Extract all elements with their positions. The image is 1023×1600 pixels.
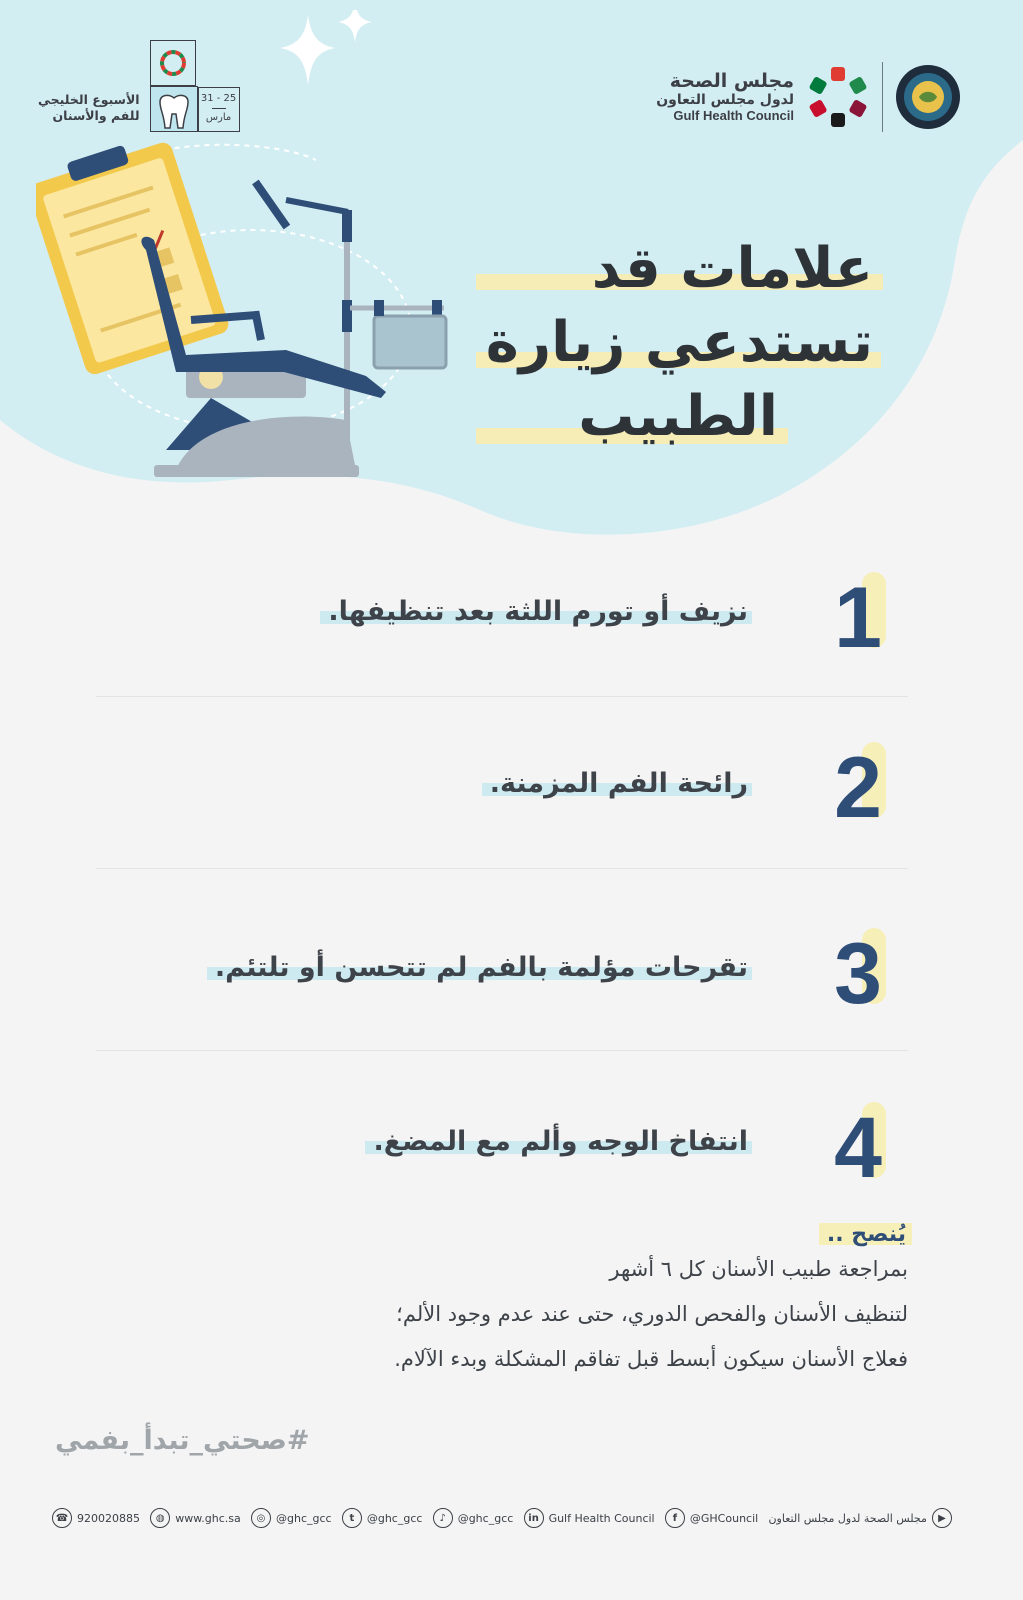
footer-website[interactable]: ◍ www.ghc.sa <box>150 1508 240 1528</box>
twitter-icon: t <box>342 1508 362 1528</box>
week-title: الأسبوع الخليجي للفم والأسنان <box>38 92 140 124</box>
footer-facebook[interactable]: f @GHCouncil <box>665 1508 758 1528</box>
brand-separator <box>882 62 883 132</box>
title-line-1: علامات قد <box>486 232 873 306</box>
sign-number: 3 <box>834 926 882 1022</box>
council-brand <box>656 62 961 132</box>
council-name: مجلس الصحة لدول مجلس التعاون Gulf Health Council <box>656 69 794 123</box>
sign-text: انتفاخ الوجه وألم مع المضغ. <box>373 1126 748 1157</box>
facebook-icon: f <box>665 1508 685 1528</box>
sparkle-icon <box>280 10 390 90</box>
sign-item-3 <box>96 924 908 1064</box>
footer-linkedin[interactable]: in Gulf Health Council <box>524 1508 655 1528</box>
tiktok-icon: ♪ <box>433 1508 453 1528</box>
linkedin-icon: in <box>524 1508 544 1528</box>
sign-item-1 <box>96 568 908 708</box>
advice-heading: يُنصح .. <box>825 1222 908 1247</box>
instagram-icon: ◎ <box>251 1508 271 1528</box>
footer-contacts <box>52 1508 952 1528</box>
divider <box>96 696 908 697</box>
footer-tiktok[interactable]: ♪ @ghc_gcc <box>433 1508 514 1528</box>
advice-section <box>394 1222 908 1382</box>
advice-line-2: لتنظيف الأسنان والفحص الدوري، حتى عند عدم وجود الألم؛ <box>396 1302 908 1326</box>
sign-text: رائحة الفم المزمنة. <box>490 768 748 799</box>
youtube-icon: ▶ <box>932 1508 952 1528</box>
dental-chair-illustration <box>36 140 466 490</box>
title-line-3: الطبيب <box>486 380 873 454</box>
footer-instagram[interactable]: ◎ @ghc_gcc <box>251 1508 332 1528</box>
title-line-2: تستدعي زيارة <box>486 306 873 380</box>
sign-text: نزيف أو تورم اللثة بعد تنظيفها. <box>328 596 748 627</box>
footer-twitter[interactable]: t @ghc_gcc <box>342 1508 423 1528</box>
advice-line-3: فعلاج الأسنان سيكون أبسط قبل تفاقم المشكلة وبدء الآلام. <box>394 1347 908 1371</box>
tooth-icon <box>154 92 194 130</box>
gcc-ring-icon <box>156 46 190 80</box>
sign-number: 2 <box>834 740 882 836</box>
oral-health-week-badge <box>38 40 240 132</box>
sign-text: تقرحات مؤلمة بالفم لم تتحسن أو تلتئم. <box>215 952 748 983</box>
sign-item-4 <box>96 1098 908 1238</box>
footer-phone[interactable]: ☎ 920020885 <box>52 1508 140 1528</box>
gcc-flags-ring-logo <box>806 65 870 129</box>
sign-item-2 <box>96 738 908 878</box>
globe-icon: ◍ <box>150 1508 170 1528</box>
advice-line-1: بمراجعة طبيب الأسنان كل ٦ أشهر <box>609 1257 908 1281</box>
hashtag: #صحتي_تبدأ_بفمي <box>55 1425 310 1456</box>
divider <box>96 868 908 869</box>
divider <box>96 1050 908 1051</box>
gcc-emblem-logo <box>895 64 961 130</box>
clipboard-illustration <box>36 140 231 377</box>
sign-number: 1 <box>834 570 882 666</box>
sign-number: 4 <box>834 1100 882 1196</box>
phone-icon: ☎ <box>52 1508 72 1528</box>
footer-youtube[interactable]: ▶ مجلس الصحة لدول مجلس التعاون <box>768 1508 951 1528</box>
page-title <box>486 232 873 454</box>
week-dates-box: 31 - 25 مارس <box>198 87 240 132</box>
week-logo-grid <box>150 40 240 132</box>
